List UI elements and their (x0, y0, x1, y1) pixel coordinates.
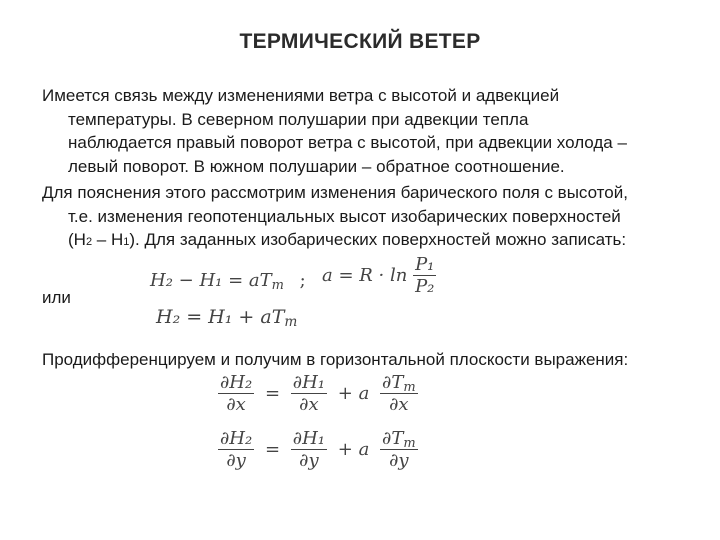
fraction-dh2-dy: $\frac{\text{∂H₂}}{\partial y}$ (220, 428, 253, 471)
slide-title: ТЕРМИЧЕСКИЙ ВЕТЕР (239, 30, 481, 53)
fraction-dtm-dy: $\frac{\partial Tm}{\partial y}$ (382, 428, 416, 471)
or-label: или (42, 288, 71, 307)
paragraph2-line2: т.е. изменения геопотенциальных высот изобарических поверхностей (68, 206, 621, 226)
fraction-dtm-dx: $\frac{\partial Tm}{\partial x}$ (382, 372, 416, 415)
paragraph-differentiate: Продифференцируем и получим в горизонтальной плоскости выражения: (42, 350, 629, 369)
formula-h2: H₂ = H₁ + aTm (156, 306, 298, 331)
paragraph2-line3: (H2 – H1). Для заданных изобарических поверхностей можно записать: (68, 230, 627, 249)
paragraph-thermal-advection (42, 84, 692, 178)
paragraph1-line4: левый поворот. В южном полушарии – обратное соотношение. (68, 156, 565, 176)
formula-a-definition: a = R · ln $\frac{\text{P₁}}{\text{P₂}}$ (322, 254, 435, 297)
paragraph2-line1: Для пояснения этого рассмотрим изменения барического поля с высотой, (42, 183, 628, 202)
formula-height-difference: H₂ − H₁ = aTm ; (150, 270, 306, 294)
paragraph-baric-field (42, 181, 692, 255)
fraction-dh1-dx: $\frac{\text{∂H₁}}{\partial x}$ (292, 372, 326, 415)
fraction-p1-p2: $\frac{\text{P₁}}{\text{P₂}}$ (415, 254, 435, 297)
formula-derivative-x: $\frac{\text{∂H₂}}{\partial x}$ = $\frac{\text{∂H₁}}{\partial x}$ + a $\frac{\partial Tm}{\partial x}$ (220, 372, 416, 415)
formula-derivative-y: $\frac{\text{∂H₂}}{\partial y}$ = $\frac{\text{∂H₁}}{\partial y}$ + a $\frac{\partial Tm}{\partial y}$ (220, 428, 416, 471)
fraction-dh1-dy: $\frac{\text{∂H₁}}{\partial y}$ (292, 428, 326, 471)
fraction-dh2-dx: $\frac{\text{∂H₂}}{\partial x}$ (220, 372, 253, 415)
paragraph1-line2: температуры. В северном полушарии при адвекции тепла (68, 109, 529, 129)
paragraph1-line3: наблюдается правый поворот ветра с высотой, при адвекции холода – (68, 133, 627, 152)
paragraph1-line1: Имеется связь между изменениями ветра с высотой и адвекцией (42, 86, 560, 105)
